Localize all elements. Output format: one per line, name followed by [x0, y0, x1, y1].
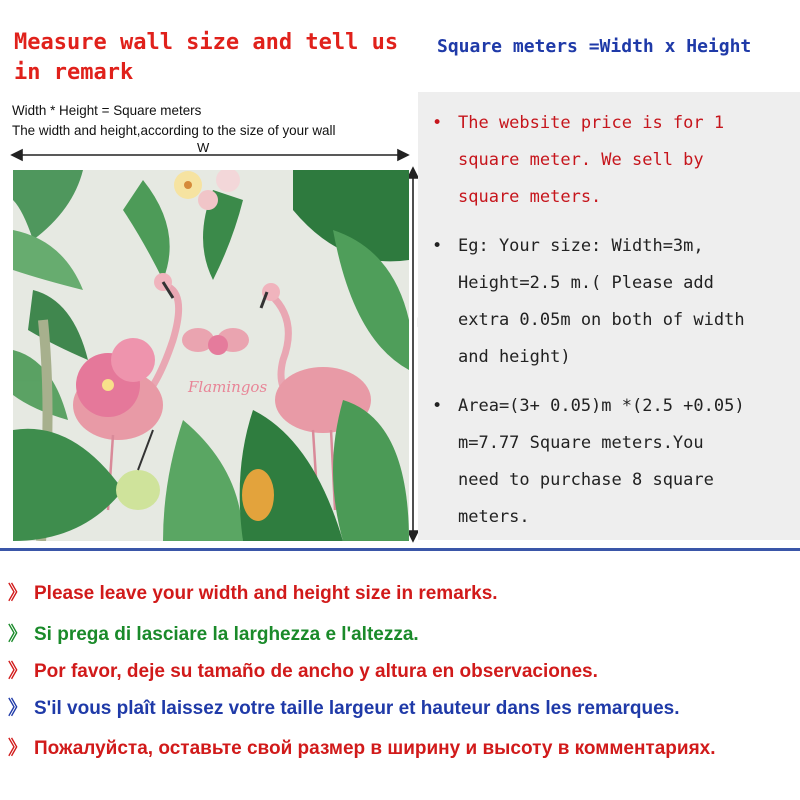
width-arrow — [12, 150, 408, 160]
measure-title-line1: Measure wall size and tell us — [14, 30, 399, 55]
example-line: Height=2.5 m.( Please add — [458, 273, 714, 293]
chevron-icon: 》 — [8, 738, 28, 759]
remark-italian — [8, 619, 419, 646]
bullet-dot: • — [432, 113, 443, 133]
remark-english — [8, 578, 498, 605]
height-arrow — [408, 168, 418, 541]
wallpaper-caption: Flamingos — [188, 378, 268, 396]
area-line: need to purchase 8 square — [458, 470, 714, 490]
price-note-line: square meter. We sell by — [458, 150, 704, 170]
chevron-icon: 》 — [8, 698, 28, 719]
price-note-line: square meters. — [458, 187, 602, 207]
size-note-line2: The width and height,according to the size of your wall — [12, 122, 336, 138]
remark-text: Si prega di lasciare la larghezza e l'altezza. — [34, 624, 419, 645]
width-label: W — [197, 140, 210, 155]
size-note-line1: Width * Height = Square meters — [12, 102, 202, 118]
remark-french — [8, 693, 679, 720]
chevron-icon: 》 — [8, 624, 28, 645]
chevron-icon: 》 — [8, 583, 28, 604]
remark-russian — [8, 733, 716, 760]
formula-heading: Square meters =Width x Height — [437, 36, 752, 57]
remark-text: S'il vous plaît laissez votre taille largeur et hauteur dans les remarques. — [34, 698, 680, 719]
price-note-line: The website price is for 1 — [458, 113, 725, 133]
section-divider — [0, 548, 800, 551]
remark-text: Please leave your width and height size in remarks. — [34, 583, 498, 604]
bullet-dot: • — [432, 236, 443, 256]
area-line: meters. — [458, 507, 530, 527]
chevron-icon: 》 — [8, 661, 28, 682]
example-line: extra 0.05m on both of width — [458, 310, 745, 330]
pricing-info-panel — [418, 92, 800, 540]
area-line: m=7.77 Square meters.You — [458, 433, 704, 453]
measure-title-line2: in remark — [14, 60, 134, 85]
remark-text: Пожалуйста, оставьте свой размер в ширину и высоту в комментариях. — [34, 738, 716, 759]
bullet-dot: • — [432, 396, 443, 416]
example-line: Eg: Your size: Width=3m, — [458, 236, 704, 256]
remark-text: Por favor, deje su tamaño de ancho y altura en observaciones. — [34, 661, 598, 682]
flamingo-illustration — [13, 170, 409, 541]
example-line: and height) — [458, 347, 571, 367]
area-line: Area=(3+ 0.05)m *(2.5 +0.05) — [458, 396, 745, 416]
remark-spanish — [8, 656, 598, 683]
flamingo-wallpaper-image — [13, 170, 409, 541]
